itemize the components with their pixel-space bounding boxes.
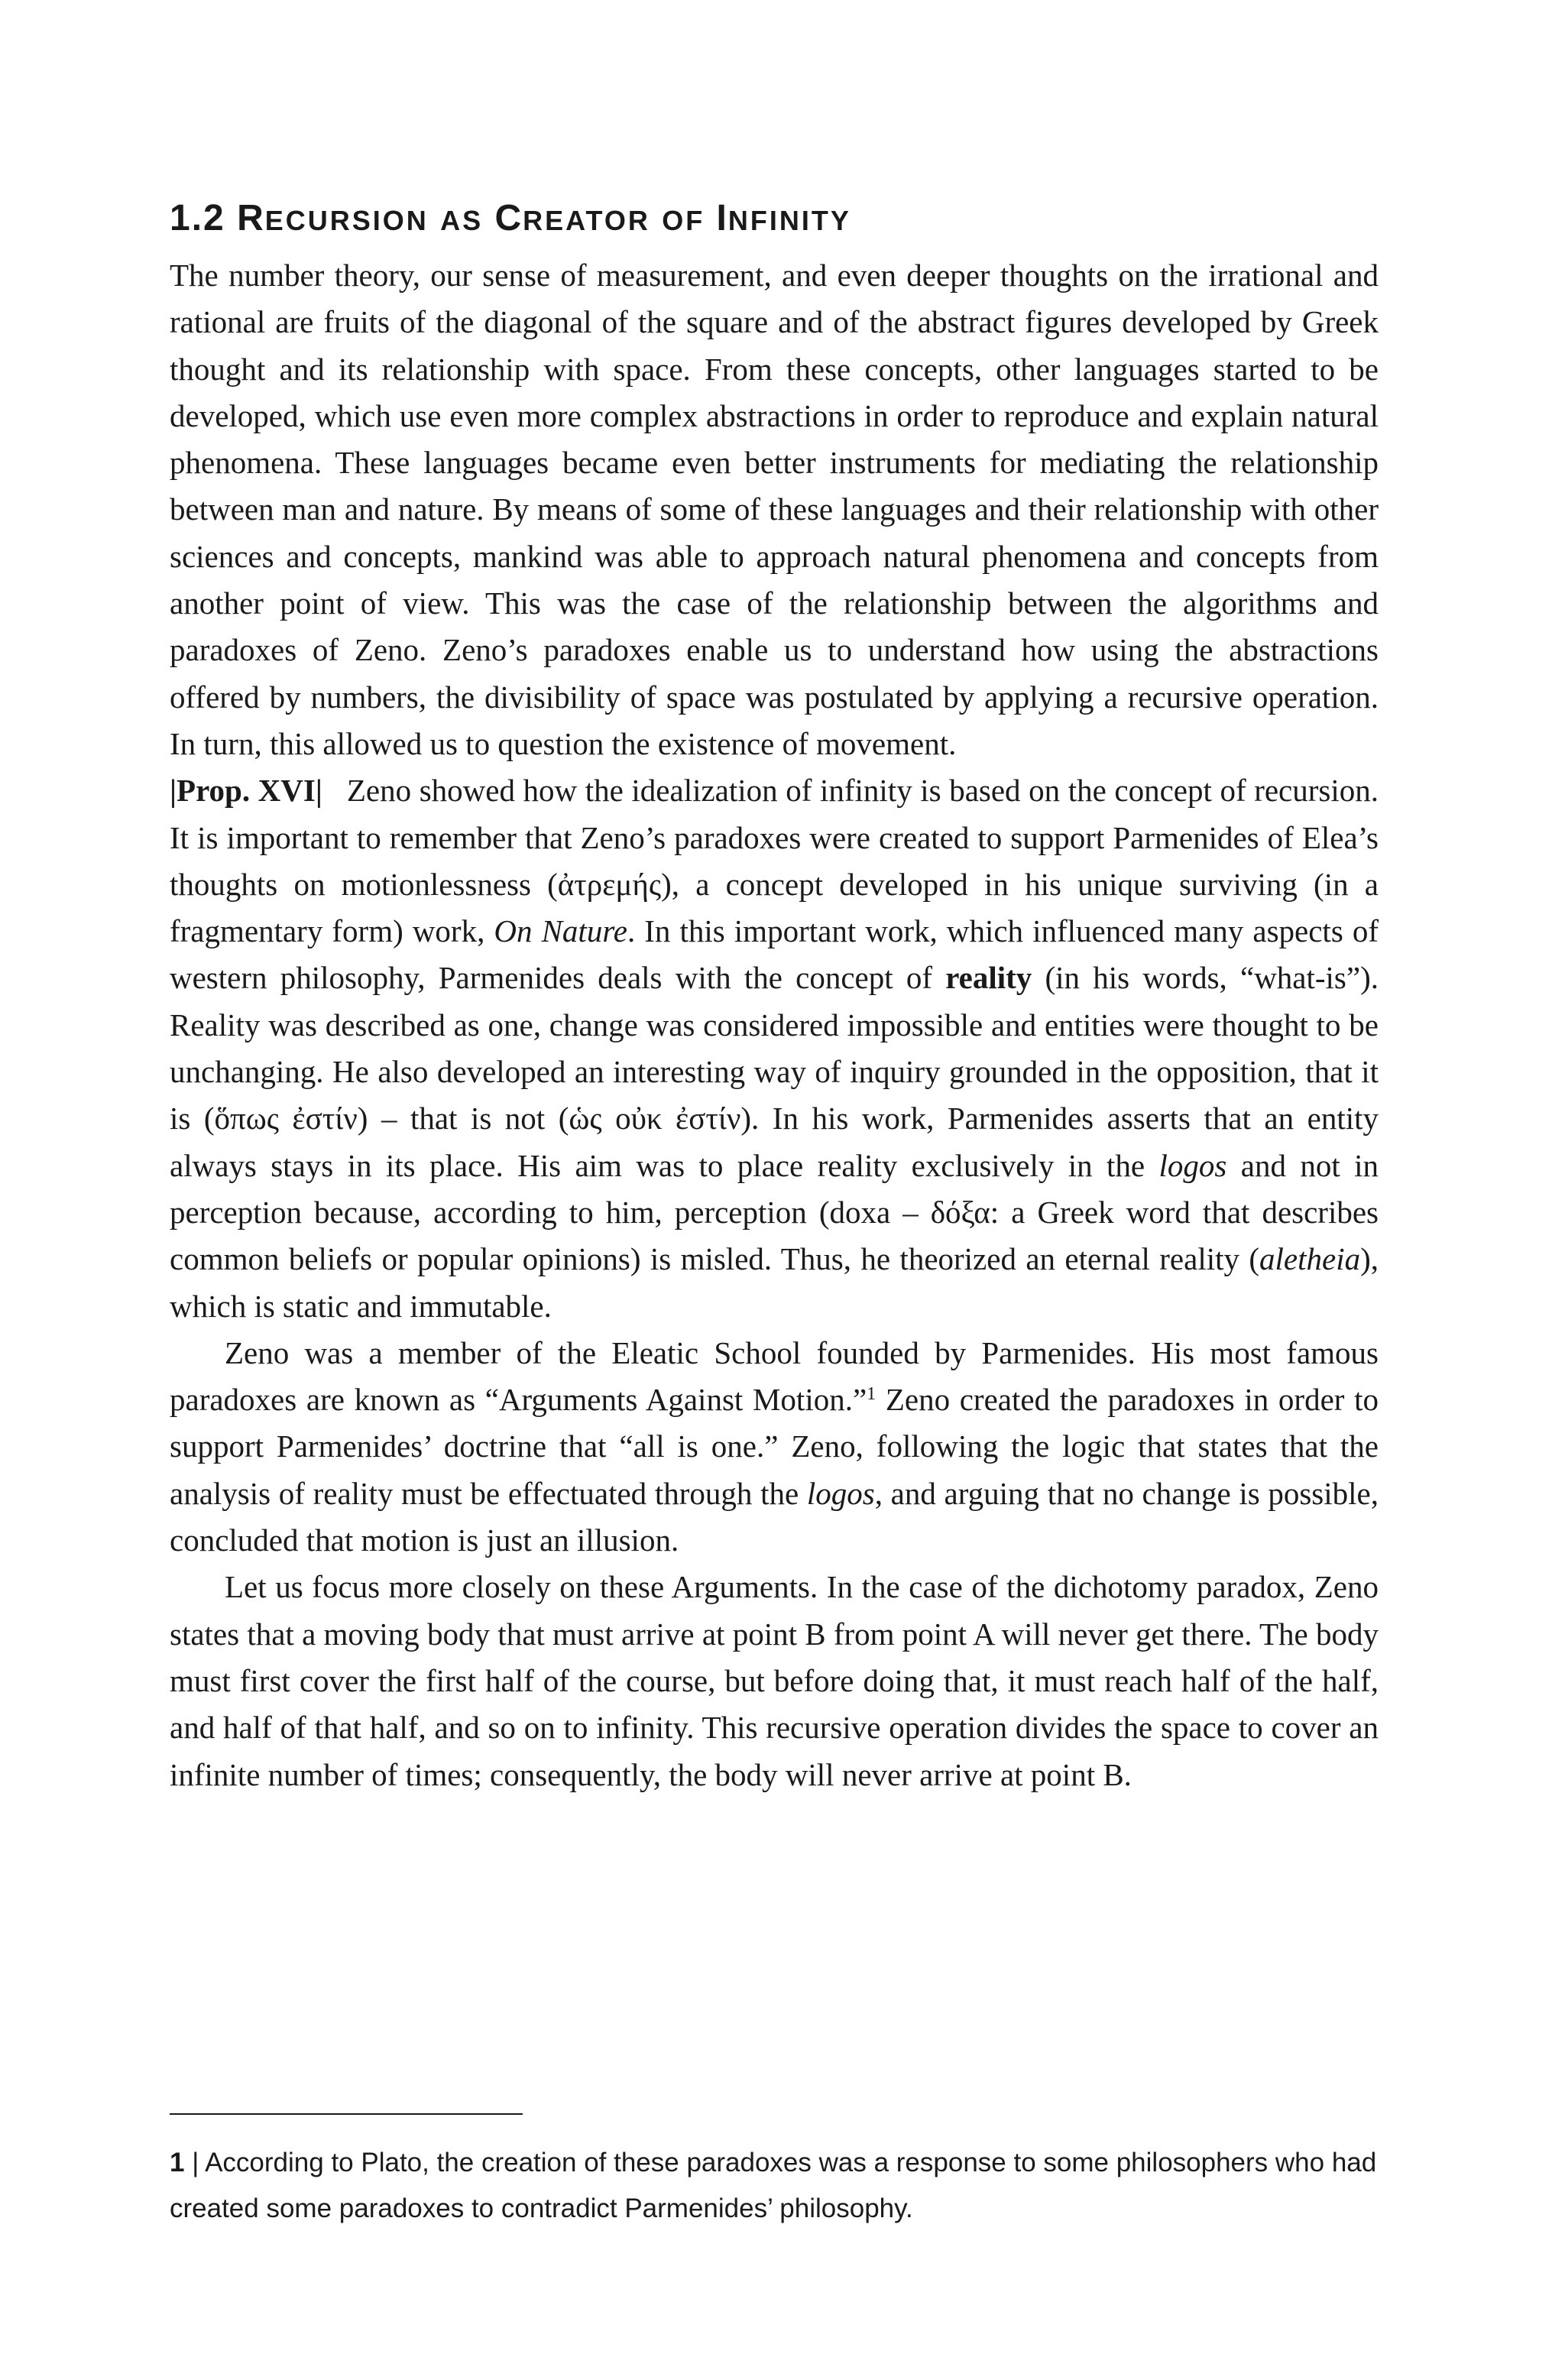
footnote-divider — [170, 2113, 523, 2115]
footnote-text: According to Plato, the creation of these paradoxes was a response to some philosophers who had created some paradoxes to contradict Parmenides’ philosophy. — [170, 2148, 1377, 2223]
footnote-number: 1 — [170, 2148, 185, 2177]
section-number: 1.2 — [170, 198, 225, 238]
work-title: On Nature — [494, 913, 627, 949]
title-word-as: AS — [440, 205, 484, 236]
term-reality: reality — [945, 960, 1032, 996]
section-heading — [170, 197, 851, 239]
book-page — [170, 0, 1379, 2380]
paragraph-2-prop-xvi: |Prop. XVI| Zeno showed how the idealization of infinity is based on the concept of recursion. It is important to remember that Zeno’s paradoxes were created to support Parmenides of Elea’s thoughts on motionlessness (ἀτρεμής), a concept developed in his unique surviving (in a fragmentary form) work, On Nature. In this important work, which influenced many aspects of western philosophy, Parmenides deals with the concept of reality (in his words, “what-is”). Reality was described as one, change was considered impossible and entities were thought to be unchanging. He also developed an interesting way of inquiry grounded in the opposition, that it is (ὅπως ἐστίν) – that is not (ὡς οὐκ ἐστίν). In his work, Parmenides asserts that an entity always stays in its place. His aim was to place reality exclusively in the logos and not in perception because, according to him, perception (doxa – δόξα: a Greek word that describes common beliefs or popular opinions) is misled. Thus, he theorized an eternal reality (aletheia), which is static and immutable. — [170, 773, 1379, 1324]
title-word-recursion: RECURSION — [237, 198, 429, 238]
footnote-reference[interactable]: 1 — [867, 1384, 876, 1405]
title-word-infinity: INFINITY — [716, 198, 851, 238]
proposition-label: |Prop. XVI| — [170, 773, 322, 809]
paragraph-3: Zeno was a member of the Eleatic School founded by Parmenides. His most famous paradoxes are known as “Arguments Against Motion.”$^1$ Zeno created the paradoxes in order to support Parmenides’ doctrine that “all is one.” Zeno, following the logic that states that the analysis of reality must be effectuated through the logos, and arguing that no change is possible, concluded that motion is just an illusion. — [170, 1334, 1379, 1558]
footnote: 1 | According to Plato, the creation of these paradoxes was a response to some philosophers who had created some paradoxes to contradict Parmenides’ philosophy. — [170, 2148, 1377, 2223]
paragraph-4: Let us focus more closely on these Arguments. In the case of the dichotomy paradox, Zeno states that a moving body that must arrive at point B from point A will never get there. The body must first cover the first half of the course, but before doing that, it must reach half of the half, and half of that half, and so on to infinity. This recursive operation divides the space to cover an infinite number of times; consequently, the body will never arrive at point B. — [170, 1569, 1379, 1792]
title-word-creator: CREATOR — [494, 198, 650, 238]
paragraph-1: The number theory, our sense of measurement, and even deeper thoughts on the irrational and rational are fruits of the diagonal of the square and of the abstract figures developed by Greek thought and its relationship with space. From these concepts, other languages started to be developed, which use even more complex abstractions in order to reproduce and explain natural phenomena. These languages became even better instruments for mediating the relationship between man and nature. By means of some of these languages and their relationship with other sciences and concepts, mankind was able to approach natural phenomena and concepts from another point of view. This was the case of the relationship between the algorithms and paradoxes of Zeno. Zeno’s paradoxes enable us to understand how using the abstractions offered by numbers, the divisibility of space was postulated by applying a recursive operation. In turn, this allowed us to question the existence of movement. — [170, 258, 1379, 761]
title-word-of: OF — [662, 205, 705, 236]
body-text — [170, 252, 1379, 1798]
